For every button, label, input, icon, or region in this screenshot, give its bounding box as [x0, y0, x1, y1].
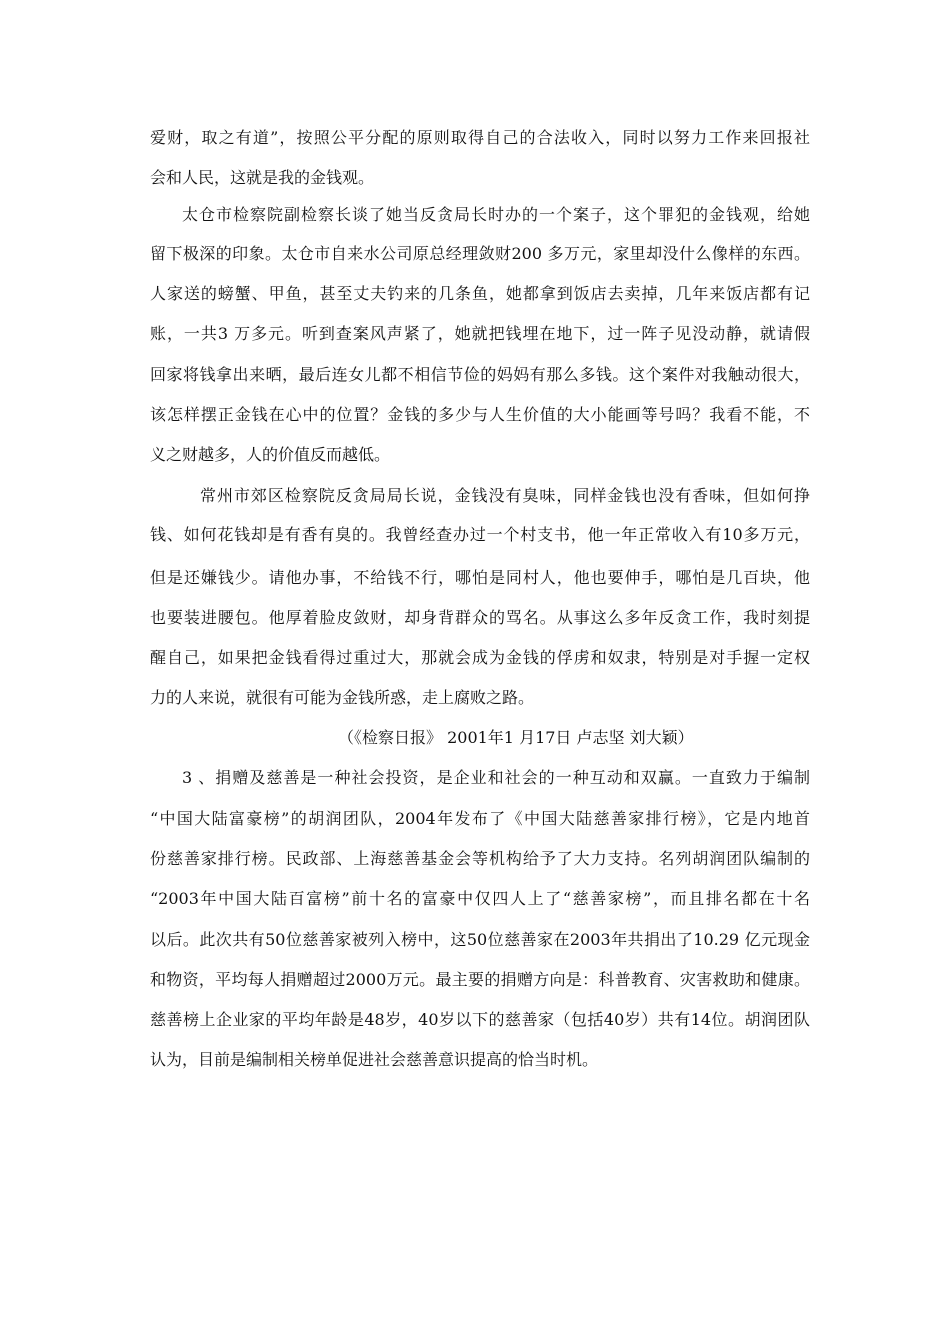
text-line: 该怎样摆正金钱在心中的位置？金钱的多少与人生价值的大小能画等号吗？我看不能，不 — [150, 405, 810, 424]
text-line: 3 、捐赠及慈善是一种社会投资，是企业和社会的一种互动和双赢。一直致力于编制 — [182, 768, 810, 787]
citation: （《检察日报》 2001年1 月17日 卢志坚 刘大颖） — [338, 728, 694, 747]
text-line: 回家将钱拿出来晒，最后连女儿都不相信节俭的妈妈有那么多钱。这个案件对我触动很大， — [150, 365, 810, 384]
text-line: 认为，目前是编制相关榜单促进社会慈善意识提高的恰当时机。 — [150, 1050, 599, 1069]
text-line: 以后。此次共有50位慈善家被列入榜中，这50位慈善家在2003年共捐出了10.29 亿元现金 — [150, 930, 810, 949]
text-line: 会和人民，这就是我的金钱观。 — [150, 168, 375, 187]
text-line: 和物资，平均每人捐赠超过2000万元。最主要的捐赠方向是：科普教育、灾害救助和健康。 — [150, 970, 810, 989]
text-line: 力的人来说，就很有可能为金钱所惑，走上腐败之路。 — [150, 688, 535, 707]
text-line: 留下极深的印象。太仓市自来水公司原总经理敛财200 多万元，家里却没什么像样的东西。 — [150, 244, 810, 263]
text-line: “2003年中国大陆百富榜”前十名的富豪中仅四人上了“慈善家榜”，而且排名都在十名 — [150, 889, 810, 908]
text-line: 账，一共3 万多元。听到查案风声紧了，她就把钱埋在地下，过一阵子见没动静，就请假 — [150, 324, 810, 343]
text-line: 慈善榜上企业家的平均年龄是48岁，40岁以下的慈善家（包括40岁）共有14位。胡润团队 — [150, 1010, 810, 1029]
text-line: 份慈善家排行榜。民政部、上海慈善基金会等机构给予了大力支持。名列胡润团队编制的 — [150, 849, 810, 868]
text-line: 爱财，取之有道”，按照公平分配的原则取得自己的合法收入，同时以努力工作来回报社 — [150, 128, 810, 147]
text-line: “中国大陆富豪榜”的胡润团队，2004年发布了《中国大陆慈善家排行榜》，它是内地首 — [150, 809, 810, 828]
text-line: 醒自己，如果把金钱看得过重过大，那就会成为金钱的俘虏和奴隶，特别是对手握一定权 — [150, 648, 810, 667]
text-line: 也要装进腰包。他厚着脸皮敛财，却身背群众的骂名。从事这么多年反贪工作，我时刻提 — [150, 608, 810, 627]
text-line: 但是还嫌钱少。请他办事，不给钱不行，哪怕是同村人，他也要伸手，哪怕是几百块，他 — [150, 568, 810, 587]
text-line: 太仓市检察院副检察长谈了她当反贪局长时办的一个案子，这个罪犯的金钱观，给她 — [182, 205, 810, 224]
text-line: 人家送的螃蟹、甲鱼，甚至丈夫钓来的几条鱼，她都拿到饭店去卖掉，几年来饭店都有记 — [150, 284, 810, 303]
text-line: 义之财越多，人的价值反而越低。 — [150, 445, 391, 464]
text-line: 常州市郊区检察院反贪局局长说，金钱没有臭味，同样金钱也没有香味，但如何挣 — [200, 486, 810, 505]
text-line: 钱、如何花钱却是有香有臭的。我曾经查办过一个村支书，他一年正常收入有10多万元， — [150, 525, 810, 544]
